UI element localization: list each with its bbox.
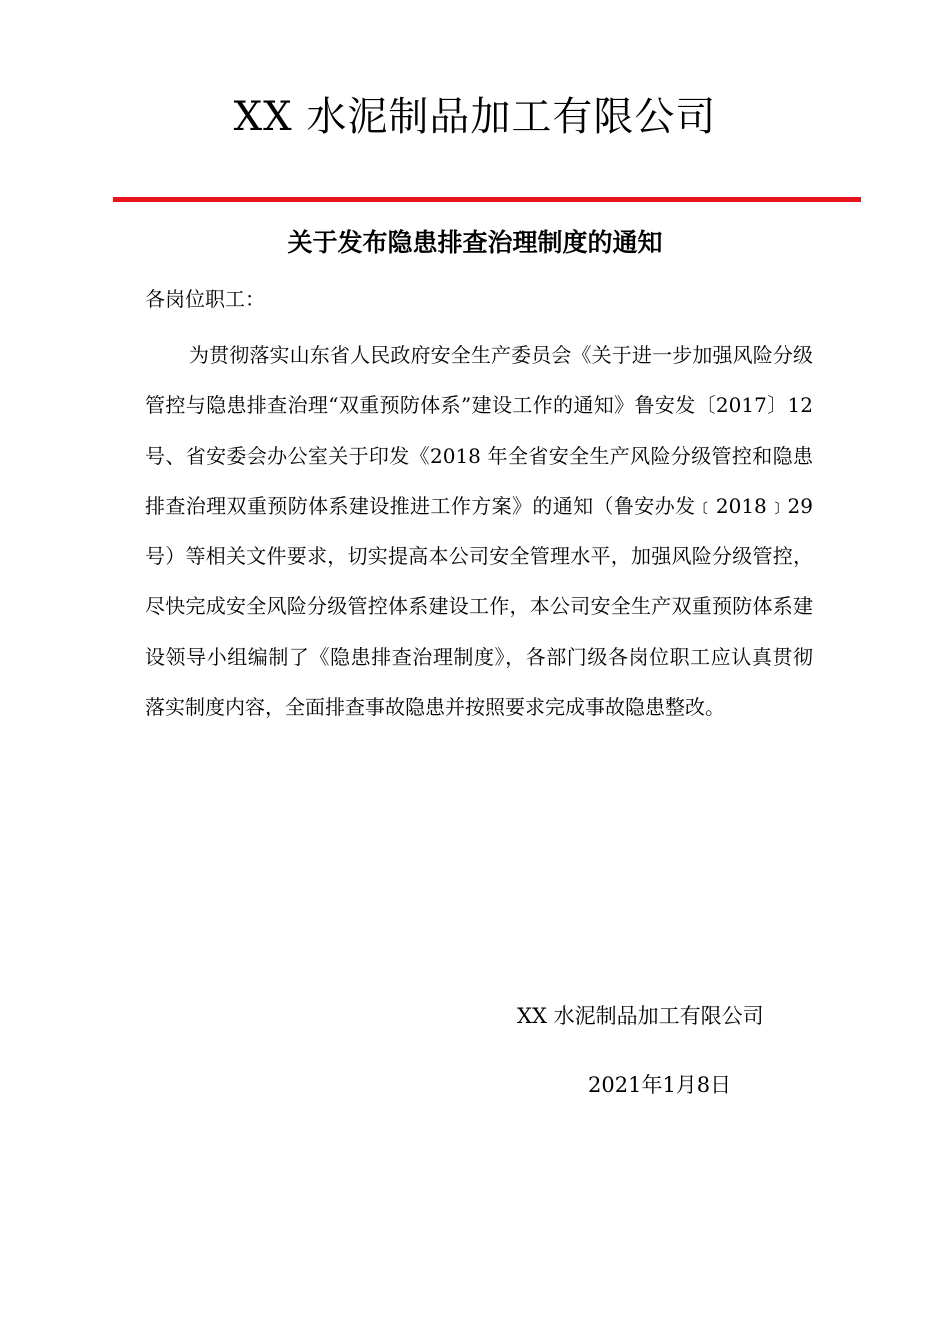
notice-title: 关于发布隐患排查治理制度的通知 [287, 228, 663, 257]
salutation: 各岗位职工： [145, 287, 265, 311]
red-divider-line [113, 197, 861, 202]
issue-date: 2021年1月8日 [588, 1073, 732, 1097]
company-header: XX 水泥制品加工有限公司 [233, 94, 717, 140]
notice-body-paragraph: 为贯彻落实山东省人民政府安全生产委员会《关于进一步加强风险分级管控与隐患排查治理“双重预防体系”建设工作的通知》鲁安发〔2017〕12 号、省安委会办公室关于印发《2018 年全省安全生产风险分级管控和隐患排查治理双重预防体系建设推进工作方案》的通知（鲁安办发﹝2018﹞29 号）等相关文件要求，切实提高本公司安全管理水平，加强风险分级管控，尽快完成安全风险分级管控体系建设工作，本公司安全生产双重预防体系建设领导小组编制了《隐患排查治理制度》，各部门级各岗位职工应认真贯彻落实制度内容，全面排查事故隐患并按照要求完成事故隐患整改。 [145, 343, 813, 720]
issuer-signature: XX 水泥制品加工有限公司 [517, 1004, 764, 1028]
